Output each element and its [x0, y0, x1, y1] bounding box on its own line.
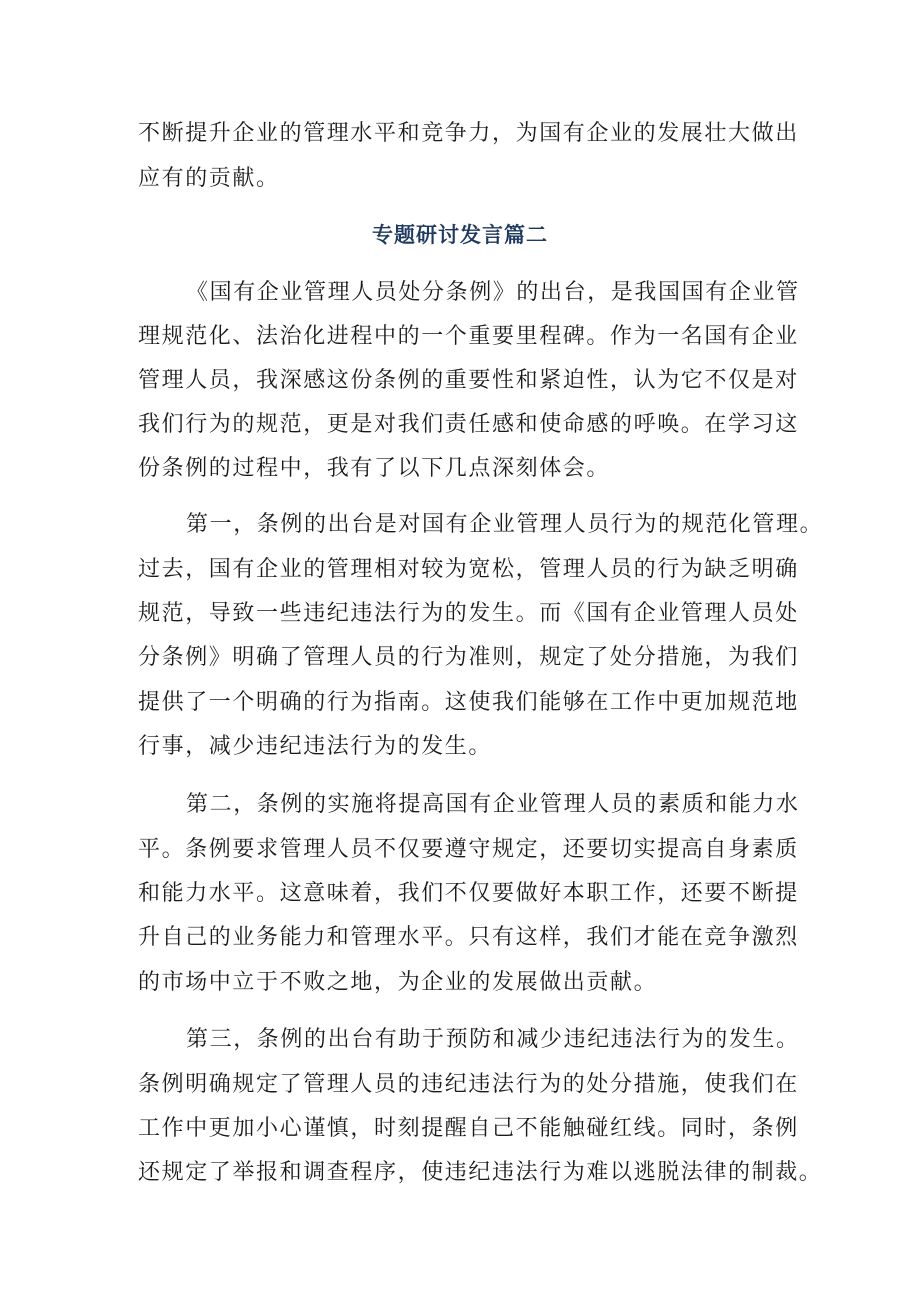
text-line: 理规范化、法治化进程中的一个重要里程碑。作为一名国有企业	[138, 324, 799, 349]
text-line: 条例明确规定了管理人员的违纪违法行为的处分措施，使我们在	[138, 1072, 799, 1097]
text-line: 和能力水平。这意味着，我们不仅要做好本职工作，还要不断提	[138, 881, 799, 906]
text-line: 过去，国有企业的管理相对较为宽松，管理人员的行为缺乏明确	[138, 557, 799, 582]
text-line: 工作中更加小心谨慎，时刻提醒自己不能触碰红线。同时，条例	[138, 1116, 799, 1141]
text-line: 规范，导致一些违纪违法行为的发生。而《国有企业管理人员处	[138, 601, 799, 626]
text-line: 行事，减少违纪违法行为的发生。	[138, 734, 493, 759]
text-line: 升自己的业务能力和管理水平。只有这样，我们才能在竞争激烈	[138, 925, 799, 950]
text-line: 《国有企业管理人员处分条例》的出台，是我国国有企业管	[186, 280, 800, 305]
text-line: 提供了一个明确的行为指南。这使我们能够在工作中更加规范地	[138, 690, 799, 715]
text-line: 第三，条例的出台有助于预防和减少违纪违法行为的发生。	[186, 1027, 800, 1052]
text-line: 管理人员，我深感这份条例的重要性和紧迫性，认为它不仅是对	[138, 368, 799, 393]
text-line: 第一，条例的出台是对国有企业管理人员行为的规范化管理。	[186, 512, 824, 537]
text-line: 分条例》明确了管理人员的行为准则，规定了处分措施，为我们	[138, 645, 799, 670]
text-line: 第二，条例的实施将提高国有企业管理人员的素质和能力水	[186, 792, 800, 817]
section-heading: 专题研讨发言篇二	[372, 223, 548, 247]
text-line: 我们行为的规范，更是对我们责任感和使命感的呼唤。在学习这	[138, 412, 799, 437]
text-line: 还规定了举报和调查程序，使违纪违法行为难以逃脱法律的制裁。	[138, 1160, 823, 1185]
text-line: 份条例的过程中，我有了以下几点深刻体会。	[138, 456, 611, 481]
text-line: 平。条例要求管理人员不仅要遵守规定，还要切实提高自身素质	[138, 837, 799, 862]
text-line: 应有的贡献。	[138, 166, 280, 191]
text-line: 的市场中立于不败之地，为企业的发展做出贡献。	[138, 970, 658, 995]
text-line: 不断提升企业的管理水平和竞争力，为国有企业的发展壮大做出	[138, 121, 799, 146]
